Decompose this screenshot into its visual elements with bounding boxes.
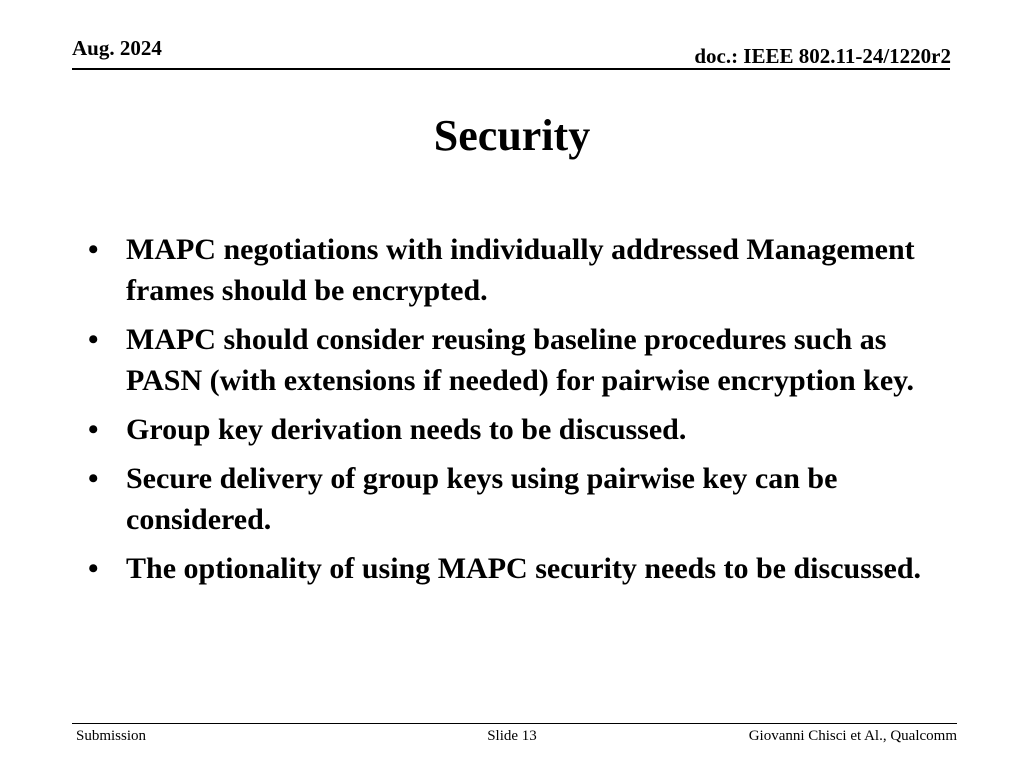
slide-title: Security [433, 111, 591, 160]
bullet-item [88, 409, 968, 450]
footer-slide-number: Slide 13 [487, 728, 537, 744]
bullet-text: MAPC should consider reusing baseline procedures such as PASN (with extensions if needed) for pairwise encryption key. [126, 323, 915, 397]
bullet-marker: • [88, 413, 99, 446]
bullet-item [88, 319, 968, 401]
bullet-list [88, 229, 968, 597]
bullet-text: The optionality of using MAPC security needs to be discussed. [126, 552, 922, 585]
bullet-item [88, 548, 968, 589]
bullet-text: Secure delivery of group keys using pairwise key can be considered. [126, 462, 838, 536]
bullet-marker: • [88, 552, 99, 585]
bullet-text: MAPC negotiations with individually addressed Management frames should be encrypted. [126, 233, 915, 307]
footer-submission: Submission [76, 728, 147, 744]
bullet-marker: • [88, 462, 99, 495]
header-date: Aug. 2024 [72, 36, 162, 60]
footer-divider [72, 723, 957, 724]
header-doc-id: doc.: IEEE 802.11-24/1220r2 [694, 44, 951, 68]
bullet-marker: • [88, 233, 99, 266]
bullet-item [88, 458, 968, 540]
header-divider [72, 68, 950, 70]
bullet-item [88, 229, 968, 311]
bullet-marker: • [88, 323, 99, 356]
bullet-text: Group key derivation needs to be discussed. [126, 413, 687, 446]
footer-author: Giovanni Chisci et Al., Qualcomm [748, 728, 957, 744]
